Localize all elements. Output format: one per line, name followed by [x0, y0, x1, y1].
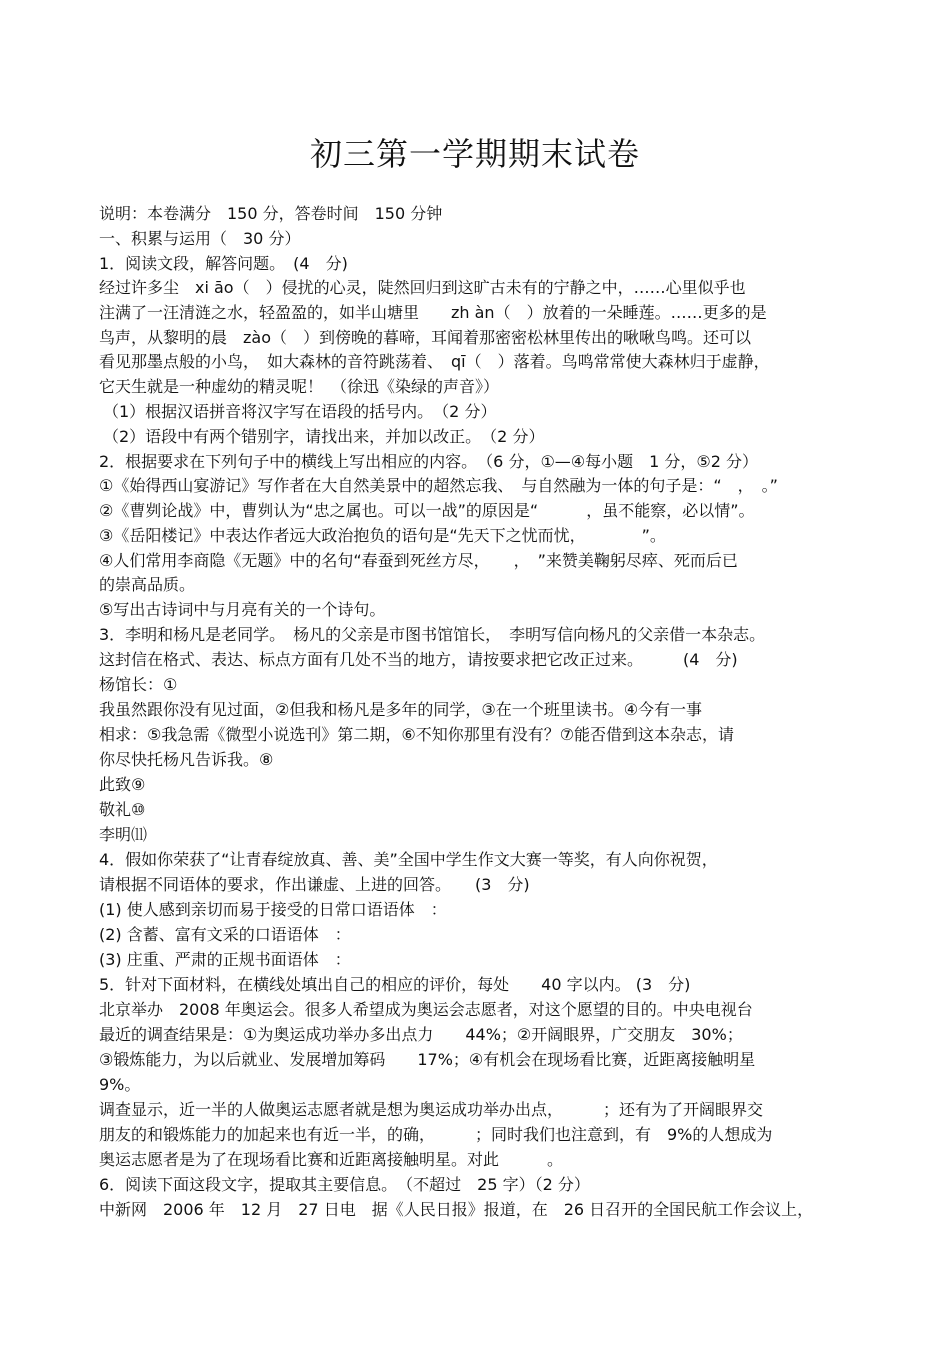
material-line: 调查显示，近一半的人做奥运志愿者就是想为奥运成功举办出点， ；还有为了开阔眼界交	[99, 1100, 764, 1119]
question-6: 6．阅读下面这段文字，提取其主要信息。 （不超过 25 字）（2 分）	[99, 1175, 590, 1194]
material-line: 最近的调查结果是：①为奥运成功举办多出点力 44%；②开阔眼界，广交朋友 30%；	[99, 1025, 743, 1044]
question-3: 3．李明和杨凡是老同学。 杨凡的父亲是市图书馆馆长， 李明写信向杨凡的父亲借一本杂志。	[99, 625, 766, 644]
letter-line: 此致⑨	[99, 775, 146, 794]
passage-line: 鸟声，从黎明的晨 zào（ ）到傍晚的暮啼，耳闻着那密密松林里传出的啾啾鸟鸣。还可以	[99, 328, 751, 347]
passage-line: 看见那墨点般的小鸟， 如大森林的音符跳荡着、 qī（ ）落着。鸟鸣常常使大森林归于虚静，	[99, 352, 770, 371]
material-line: 北京举办 2008 年奥运会。很多人希望成为奥运会志愿者，对这个愿望的目的。中央电视台	[99, 1000, 753, 1019]
section-heading: 一、积累与运用（ 30 分）	[99, 229, 301, 248]
material-line: 朋友的和锻炼能力的加起来也有近一半，的确， ；同时我们也注意到，有 9%的人想成为	[99, 1125, 773, 1144]
material-line: 9%。	[99, 1075, 141, 1094]
page-title: 初三第一学期期末试卷	[309, 135, 640, 173]
letter-line: 你尽快托杨凡告诉我。⑧	[99, 750, 274, 769]
sub-question: (3) 庄重、严肃的正规书面语体 ：	[99, 950, 351, 969]
question-item: ⑤写出古诗词中与月亮有关的一个诗句。	[99, 600, 386, 619]
question-item: ④人们常用李商隐《无题》中的名句“春蚕到死丝方尽， ， ”来赞美鞠躬尽瘁、死而后已	[99, 551, 738, 570]
question-item: ③《岳阳楼记》中表达作者远大政治抱负的语句是“先天下之忧而忧， ”。	[99, 526, 666, 545]
question-item: ②《曹刿论战》中，曹刿认为“忠之属也。可以一战”的原因是“ ，虽不能察，必以情”。	[99, 501, 755, 520]
news-line: 中新网 2006 年 12 月 27 日电 据《人民日报》报道，在 26 日召开的全国民航工作会议上，	[99, 1200, 814, 1219]
exam-instructions: 说明：本卷满分 150 分，答卷时间 150 分钟	[99, 204, 443, 223]
letter-line: 李明⑾	[99, 825, 148, 844]
material-line: ③锻炼能力，为以后就业、发展增加筹码 17%；④有机会在现场看比赛，近距离接触明星	[99, 1050, 756, 1069]
question-4: 4．假如你荣获了“让青春绽放真、善、美”全国中学生作文大赛一等奖，有人向你祝贺，	[99, 850, 718, 869]
question-item: ①《始得西山宴游记》写作者在大自然美景中的超然忘我、 与自然融为一体的句子是：“ ， 。”	[99, 476, 778, 495]
passage-line: 注满了一汪清涟之水，轻盈盈的，如半山塘里 zh àn（ ）放着的一朵睡莲。……更多的是	[99, 303, 767, 322]
question-2: 2．根据要求在下列句子中的横线上写出相应的内容。 （6 分，①—④每小题 1 分，⑤2 分）	[99, 452, 759, 471]
sub-question: (1) 使人感到亲切而易于接受的日常口语语体 ：	[99, 900, 447, 919]
question-5: 5．针对下面材料，在横线处填出自己的相应的评价，每处 40 字以内。 (3 分)	[99, 975, 691, 994]
material-line: 奥运志愿者是为了在现场看比赛和近距离接触明星。对此 。	[99, 1150, 564, 1169]
question-4-text: 请根据不同语体的要求，作出谦虚、上进的回答。 (3 分)	[99, 875, 530, 894]
question-1: 1．阅读文段，解答问题。 (4 分)	[99, 254, 348, 273]
letter-line: 杨馆长：①	[99, 675, 178, 694]
passage-line: 它天生就是一种虚幼的精灵呢！ （徐迅《染绿的声音》）	[99, 377, 500, 396]
sub-question: （2）语段中有两个错别字，请找出来，并加以改正。 （2 分）	[103, 427, 545, 446]
letter-line: 敬礼⑩	[99, 800, 146, 819]
question-3-text: 这封信在格式、表达、标点方面有几处不当的地方，请按要求把它改正过来。 (4 分)	[99, 650, 738, 669]
passage-line: 经过许多尘 xi āo（ ）侵扰的心灵，陡然回归到这旷古未有的宁静之中，……心里似乎也	[99, 278, 746, 297]
letter-line: 相求：⑤我急需《微型小说选刊》第二期，⑥不知你那里有没有？⑦能否借到这本杂志，请	[99, 725, 735, 744]
letter-line: 我虽然跟你没有见过面，②但我和杨凡是多年的同学，③在一个班里读书。④今有一事	[99, 700, 703, 719]
question-item: 的崇高品质。	[99, 575, 196, 594]
sub-question: (2) 含蓄、富有文采的口语语体 ：	[99, 925, 351, 944]
sub-question: （1）根据汉语拼音将汉字写在语段的括号内。 （2 分）	[103, 402, 497, 421]
